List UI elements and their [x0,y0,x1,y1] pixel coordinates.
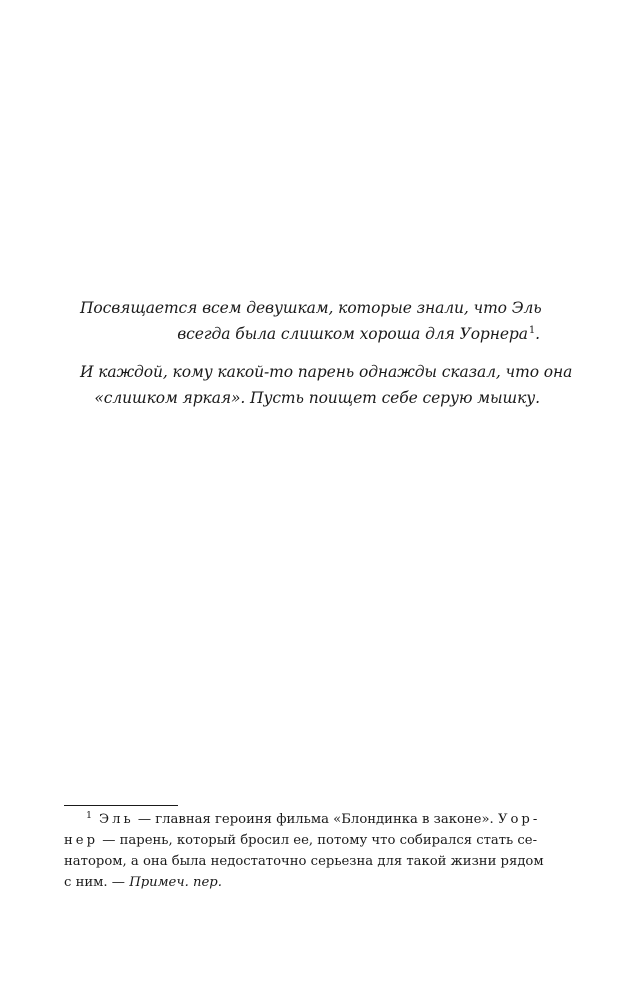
dedication-line [80,321,540,347]
dedication-text: всегда была слишком хороша для Уорнера [177,325,528,343]
footnote-line [64,809,544,830]
footnote-name-warner-end: нер [64,833,99,848]
dedication-line: Посвящается всем девушкам, которые знали, что Эль [80,299,542,317]
footnote-mark: 1 [86,810,93,821]
footnote-text: — парень, который бросил ее, потому что собирался стать се- [98,833,538,848]
footnote-name-warner-start: Уор- [497,812,541,827]
dedication-paragraph-1 [80,295,540,347]
dedication-paragraph-2 [80,359,573,411]
dedication-punctuation: . [535,325,540,343]
dedication-line: И каждой, кому какой-то парень однажды сказал, что она [80,363,573,381]
footnote-line: натором, а она была недостаточно серьезна для такой жизни рядом [64,854,544,869]
footnote-line [64,830,544,851]
dedication-line: «слишком яркая». Пусть поищет себе серую мышку. [94,389,540,407]
footnote-text: с ним. — [64,875,130,890]
footnote [64,809,544,893]
footnote-text: — главная героиня фильма «Блондинка в законе». [133,812,498,827]
footnote-divider [64,805,178,806]
footnote-reference[interactable]: 1 [528,325,536,336]
translator-note: Примеч. пер. [129,875,222,890]
footnote-line [64,872,544,893]
footnote-name-elle: Эль [99,812,134,827]
